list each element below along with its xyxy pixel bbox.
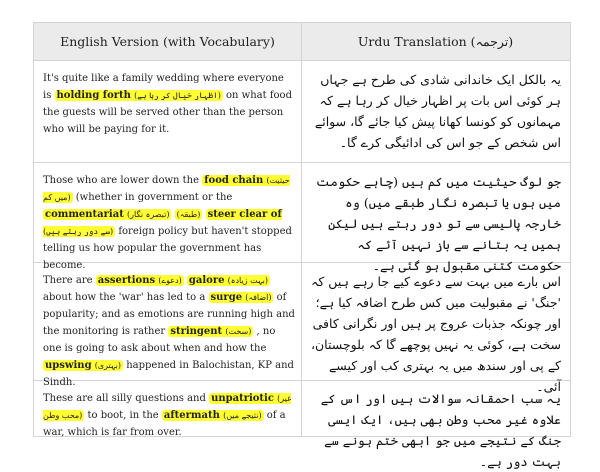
- english-text: These are all silly questions and: [43, 393, 210, 404]
- english-text: to boot, in the: [84, 410, 162, 421]
- urdu-cell: جو لوگ حیثیت میں کم ہیں (چاہے حکومت میں ہوں یا تبصرہ نگار طبقے میں) وہ خارجہ پالیسی سے تو دور رہتے ہیں لیکن ہمیں یہ بتانے سے باز نہیں آئے کہ حکومت کتنی مقبول ہو گئی ہے۔: [315, 174, 561, 273]
- english-text: There are: [43, 275, 96, 286]
- urdu-cell: یہ سب احمقانہ سوالات ہیں اور اس کے علاوہ غیر محب وطن بھی ہیں، ایک ایسی جنگ کے نتیجے میں جو ابھی ختم ہونے سے بہت دور ہے۔: [320, 391, 561, 469]
- urdu-gloss: (غیر محب وطن): [43, 394, 292, 420]
- urdu-gloss: (طبقہ): [176, 210, 201, 219]
- urdu-gloss: (نتیجے میں): [223, 411, 262, 420]
- english-cell: [43, 390, 295, 441]
- english-text: It's quite like a family wedding where everyone is: [43, 73, 284, 101]
- table-row: [34, 381, 570, 469]
- vocabulary-term: [55, 90, 223, 101]
- term-word: aftermath: [163, 410, 220, 421]
- english-text: foreign policy but haven't stopped telling us how popular the government has become.: [43, 226, 292, 271]
- urdu-cell: اس بارے میں بہت سے دعوے کیے جا رہے ہیں کہ 'جنگ' نے مقبولیت میں کس طرح اضافہ کیا ہے؛ اور چونکہ جذبات عروج پر ہیں اور نگرانی کافی سخت ہے، کوئی یہ نہیں پوچھے گا کہ بلوچستان، کے پی اور سندھ میں یہ بہتری کب اور کیسے آئی۔: [310, 274, 561, 394]
- vocabulary-term: [168, 326, 253, 337]
- urdu-gloss: (اضافہ): [245, 293, 272, 302]
- term-word: upswing: [45, 360, 92, 371]
- english-text: (whether in government or the: [72, 192, 233, 203]
- term-word: galore: [188, 275, 225, 286]
- urdu-gloss: (سے دور رہتے ہیں): [43, 227, 114, 236]
- table-row: [34, 163, 570, 273]
- vocabulary-term: [162, 410, 264, 421]
- table-row: [34, 61, 570, 163]
- english-text: about how the 'war' has led to a: [43, 292, 209, 303]
- vocabulary-table: [33, 22, 571, 469]
- table-row: [34, 263, 570, 394]
- vocabulary-term: [43, 209, 171, 220]
- english-text: happened in Balochistan, KP and Sindh.: [43, 360, 294, 388]
- english-cell: [43, 272, 295, 391]
- table-header: [34, 23, 570, 61]
- urdu-gloss: (اظہار خیال کر رہا ہے): [134, 91, 221, 100]
- urdu-gloss: (بہت زیادہ): [227, 276, 268, 285]
- english-text: , no one is going to ask about when and how the: [43, 326, 276, 354]
- vocabulary-term: [96, 275, 184, 286]
- term-word: stringent: [170, 326, 223, 337]
- urdu-gloss: (تبصرہ نگار): [127, 210, 170, 219]
- english-text: of a war, which is far from over.: [43, 410, 286, 438]
- urdu-gloss: (سخت): [225, 327, 252, 336]
- english-text: of popularity; and as emotions are running high and the monitoring is rather: [43, 292, 295, 337]
- english-cell: [43, 172, 295, 274]
- english-text: on what food the guests will be served other than the person who will be paying for it.: [43, 90, 292, 135]
- urdu-gloss: (بہتری): [94, 361, 122, 370]
- english-cell: [43, 70, 295, 138]
- english-column-header: English Version (with Vocabulary): [60, 34, 275, 49]
- term-word: unpatriotic: [211, 393, 274, 404]
- vocabulary-term: [43, 360, 123, 371]
- english-text: Those who are lower down the: [43, 175, 203, 186]
- urdu-column-header: Urdu Translation (ترجمہ): [357, 34, 514, 49]
- urdu-gloss: (حیثیت میں کم): [43, 176, 290, 202]
- term-word: assertions: [97, 275, 156, 286]
- term-word: steer clear of: [207, 209, 282, 220]
- term-word: surge: [210, 292, 243, 303]
- vocabulary-term: [187, 275, 270, 286]
- vocabulary-term: [175, 209, 203, 220]
- urdu-cell: یہ بالکل ایک خاندانی شادی کی طرح ہے جہاں ہر کوئی اس بات پر اظہار خیال کر رہا ہے کہ مہمانوں کو کونسا کھانا پیش کیا جائے گا، سوائے اس شخص کے جو اس کی ادائیگی کرے گا۔: [314, 72, 561, 150]
- term-word: commentariat: [45, 209, 124, 220]
- term-word: food chain: [204, 175, 264, 186]
- term-word: holding forth: [56, 90, 131, 101]
- vocabulary-term: [209, 292, 274, 303]
- urdu-gloss: (دعوے): [158, 276, 182, 285]
